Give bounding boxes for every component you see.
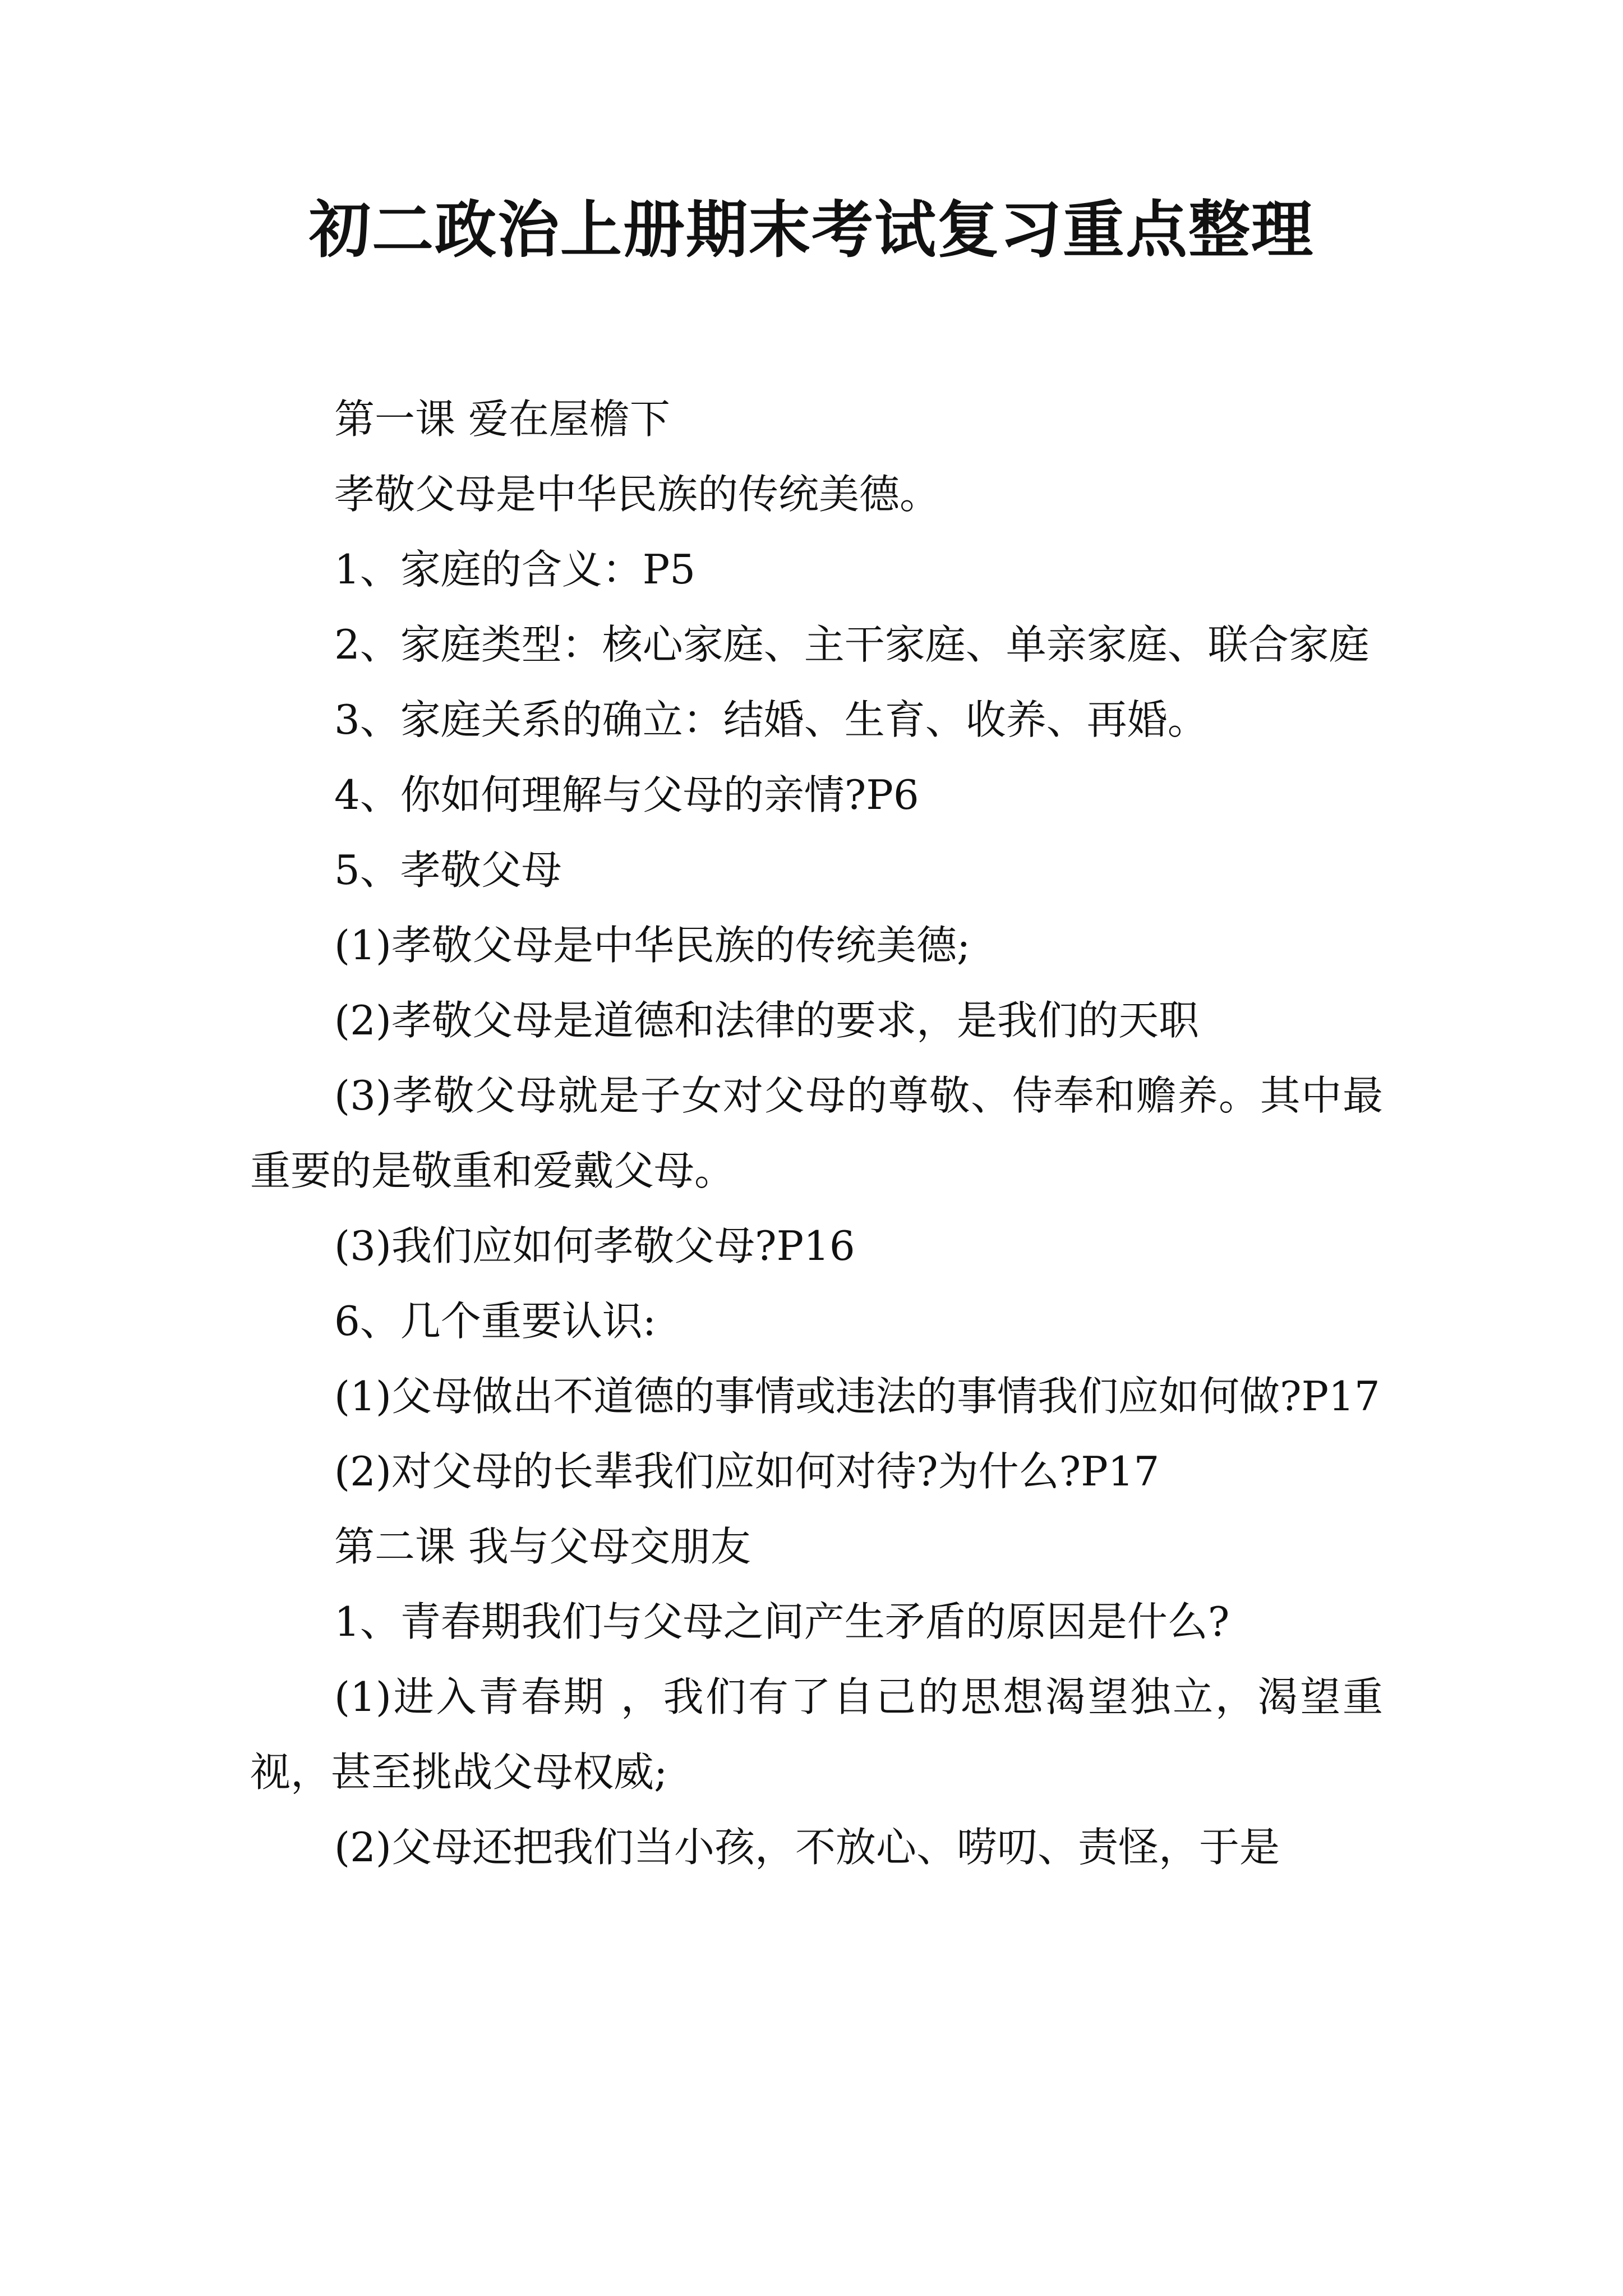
document-title: 初二政治上册期末考试复习重点整理 bbox=[309, 194, 1314, 266]
paragraph: 孝敬父母是中华民族的传统美德。 bbox=[334, 471, 940, 518]
sub-item: (1)进入青春期 ，我们有了自己的思想渴望独立，渴望重视，甚至挑战父母权威; bbox=[250, 1673, 1383, 1796]
document-body bbox=[250, 381, 1383, 1885]
list-item: 5、孝敬父母 bbox=[334, 846, 562, 894]
list-item: 4、你如何理解与父母的亲情?P6 bbox=[334, 771, 919, 818]
sub-item: (2)对父母的长辈我们应如何对待?为什么?P17 bbox=[334, 1448, 1160, 1495]
list-item: 6、几个重要认识: bbox=[334, 1297, 657, 1345]
list-item: 2、家庭类型：核心家庭、主干家庭、单亲家庭、联合家庭 bbox=[334, 621, 1370, 668]
sub-item: (3)孝敬父母就是子女对父母的尊敬、侍奉和赡养。其中最重要的是敬重和爱戴父母。 bbox=[250, 1072, 1383, 1194]
list-item: 3、家庭关系的确立：结婚、生育、收养、再婚。 bbox=[334, 696, 1208, 743]
sub-item: (1)孝敬父母是中华民族的传统美德; bbox=[334, 922, 971, 969]
list-item: 1、青春期我们与父母之间产生矛盾的原因是什么? bbox=[334, 1598, 1230, 1645]
lesson-heading: 第一课 爱在屋檐下 bbox=[334, 395, 670, 443]
sub-item: (1)父母做出不道德的事情或违法的事情我们应如何做?P17 bbox=[334, 1373, 1380, 1420]
sub-item: (2)孝敬父母是道德和法律的要求，是我们的天职 bbox=[334, 997, 1199, 1044]
sub-item: (3)我们应如何孝敬父母?P16 bbox=[334, 1222, 855, 1269]
list-item: 1、家庭的含义：P5 bbox=[334, 546, 696, 593]
sub-item: (2)父母还把我们当小孩，不放心、唠叨、责怪，于是 bbox=[334, 1824, 1280, 1871]
lesson-heading: 第二课 我与父母交朋友 bbox=[334, 1523, 751, 1570]
